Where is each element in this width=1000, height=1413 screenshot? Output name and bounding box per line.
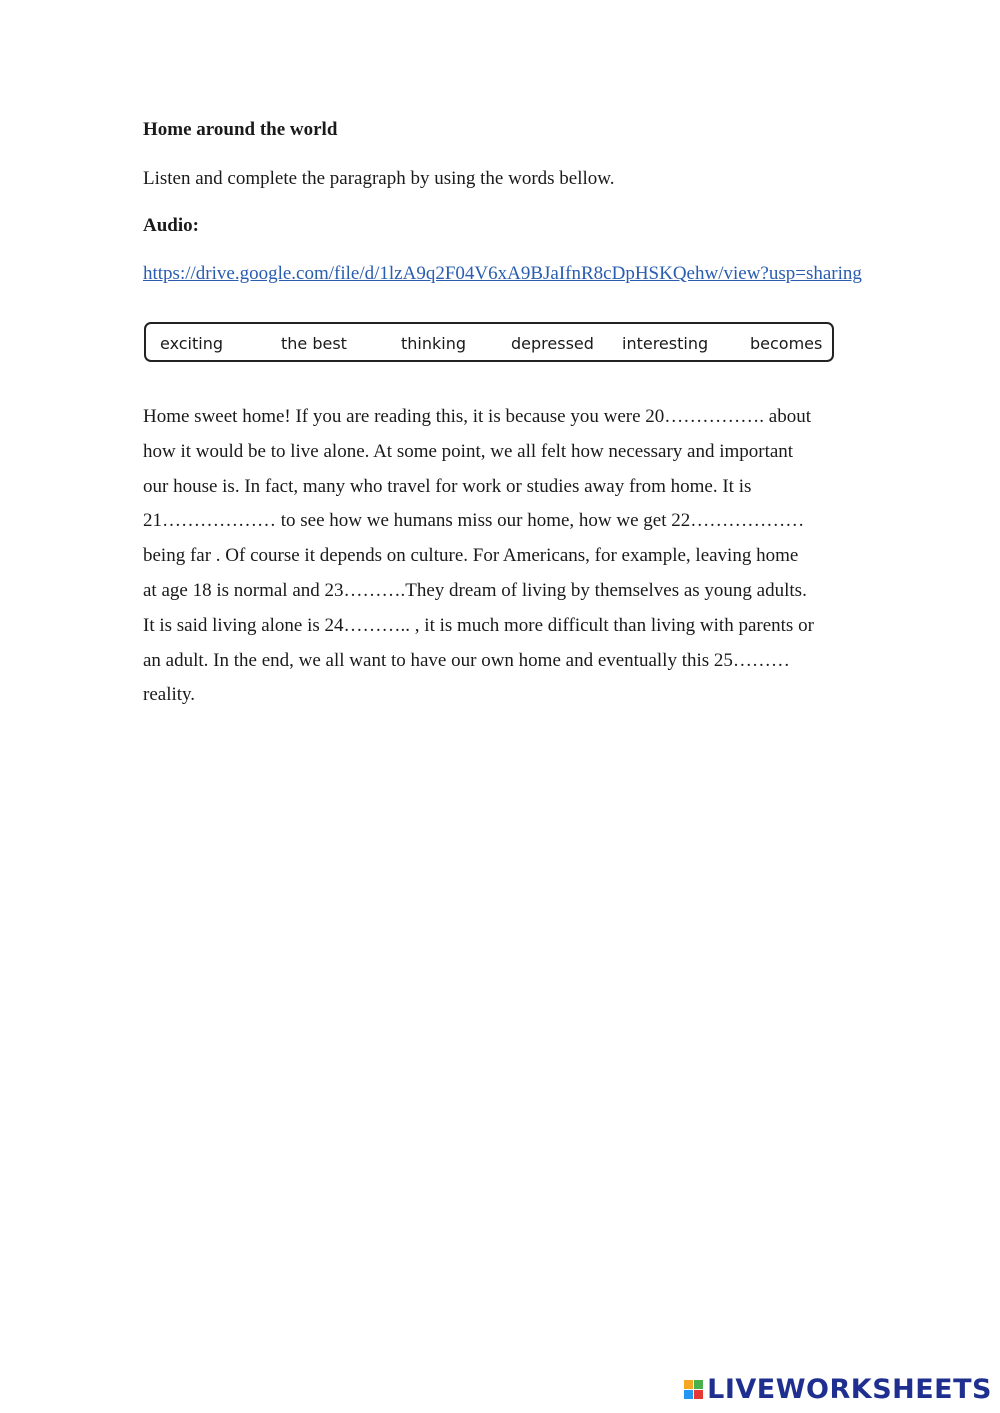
paragraph-line: It is said living alone is 24……….. , it is much more difficult than living with parents or <box>143 614 814 636</box>
paragraph-line: being far . Of course it depends on culture. For Americans, for example, leaving home <box>143 545 799 567</box>
paragraph-line: our house is. In fact, many who travel for work or studies away from home. It is <box>143 475 752 497</box>
audio-label: Audio: <box>143 215 199 236</box>
paragraph-line: how it would be to live alone. At some point, we all felt how necessary and important <box>143 440 794 462</box>
word-bank-item: thinking <box>401 334 467 353</box>
word-bank-box <box>144 322 834 362</box>
word-bank-item: exciting <box>160 334 224 353</box>
word-bank-item: the best <box>281 334 347 353</box>
worksheet-title: Home around the world <box>143 119 338 140</box>
audio-link[interactable]: https://drive.google.com/file/d/1lzA9q2F04V6xA9BJaIfnR8cDpHSKQehw/view?usp=sharing <box>143 263 862 284</box>
paragraph-line: at age 18 is normal and 23……….They dream of living by themselves as young adults. <box>143 579 807 601</box>
paragraph-line: reality. <box>143 684 196 706</box>
paragraph-line: Home sweet home! If you are reading this, it is because you were 20……………. about <box>143 406 811 427</box>
logo-text: LIVEWORKSHEETS <box>707 1374 992 1405</box>
paragraph-line: 21……………… to see how we humans miss our home, how we get 22……………… <box>143 510 805 532</box>
liveworksheets-logo-icon <box>684 1380 703 1399</box>
paragraph-line: an adult. In the end, we all want to have our own home and eventually this 25……… <box>143 649 790 671</box>
worksheet-instruction: Listen and complete the paragraph by using the words bellow. <box>143 168 615 189</box>
word-bank-item: depressed <box>511 334 594 353</box>
word-bank-item: becomes <box>750 334 823 353</box>
word-bank-item: interesting <box>622 334 709 353</box>
cloze-paragraph <box>143 404 863 717</box>
liveworksheets-logo <box>684 1374 992 1405</box>
